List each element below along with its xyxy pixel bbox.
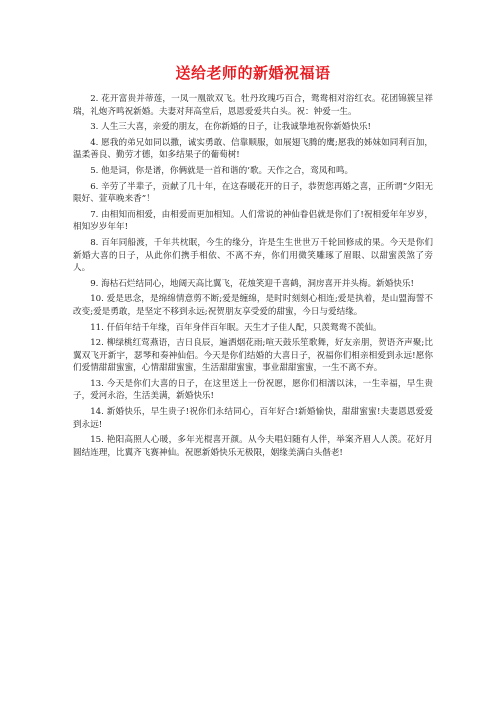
paragraph-4: 4. 愿我的弟兄如同以撒，诚实勇敢、信靠顺服，如展翅飞腾的鹰;愿我的姊妹如同利百加，温柔善良、勤劳才德，如多结果子的葡萄树! [73, 137, 433, 161]
paragraph-11: 11. 仟佰年结千年缘，百年身伴百年眠。天生才子佳人配，只羡鸳鸯不羡仙。 [90, 322, 382, 333]
paragraph-2: 2. 花开富贵并蒂莲，一凤一凰欲双飞。牡丹玫瑰巧百合，鸳鸯相对浴红衣。花团锦簇呈祥瑞，礼炮齐鸣祝新婚。夫妻对拜高堂后，恩恩爱爱共白头。祝：钟爱一生。 [73, 94, 433, 117]
paragraph-14: 14. 新婚快乐，早生贵子!祝你们永结同心，百年好合!新婚愉快，甜甜蜜蜜!夫妻恩恩爱爱到永远! [73, 407, 433, 430]
document-page [73, 62, 433, 462]
paragraph-3: 3. 人生三大喜，亲爱的朋友，在你新婚的日子，让我诚挚地祝你新婚快乐! [90, 122, 371, 133]
paragraph-7: 7. 由相知而相爱，由相爱而更加相知。人们常说的神仙眷侣就是你们了!祝相爱年年岁岁，相知岁岁年年! [73, 209, 433, 233]
document-title: 送给老师的新婚祝福语 [175, 64, 331, 82]
paragraph-8: 8. 百年同船渡，千年共枕眠，今生的缘分，许是生生世世万千轮回修成的果。今天是你们新婚大喜的日子，从此你们携手相依、不离不弃，你们用微笑雕琢了眉眼、以甜蜜羡煞了旁人。 [73, 237, 433, 274]
paragraph-10: 10. 爱是思念，是绵绵情意剪不断;爱是缠绵，是时时刻刻心相连;爱是执着，是山盟海誓不改变;爱是勇敢，是坚定不移到永远;祝贺朋友享受爱的甜蜜，今日与爱结缘。 [73, 294, 433, 317]
paragraph-15: 15. 艳阳高照人心暖，多年光棍喜开颜。从今夫唱妇随有人伴，举案齐眉人人羡。花好月圆结连理，比翼齐飞赛神仙。祝愿新婚快乐无极限，姻缘美满白头偕老! [73, 435, 433, 458]
paragraph-13: 13. 今天是你们大喜的日子，在这里送上一份祝愿，愿你们相濡以沫，一生幸福，早生贵子，爱河永浴，生活美满，新婚快乐! [73, 378, 433, 402]
paragraph-6: 6. 辛劳了半辈子，贡献了几十年，在这春暖花开的日子，恭贺您再婚之喜，正所谓“夕阳无限好、萱草晚来香”！ [73, 181, 433, 205]
paragraph-9: 9. 海枯石烂结同心，地阔天高比翼飞，花烛笑迎千喜鹤，洞房喜开并头梅。新婚快乐! [90, 278, 414, 289]
paragraph-12: 12. 柳绿桃红莺燕语，吉日良辰，遍洒烟花雨;喧天鼓乐笙歌舞，好友亲朋，贺语齐声聚;比翼双飞开新宇，瑟琴和奏神仙侣。今天是你们结婚的大喜日子，祝福你们相亲相爱到永远!愿你们爱情甜甜蜜蜜，心情甜甜蜜蜜，生活甜甜蜜蜜，事业甜甜蜜蜜，一生不离不弃。 [73, 338, 433, 374]
paragraph-5: 5. 他是词，你是谱，你俩就是一首和谐的’歌。天作之合，鸾凤和鸣。 [90, 165, 354, 176]
